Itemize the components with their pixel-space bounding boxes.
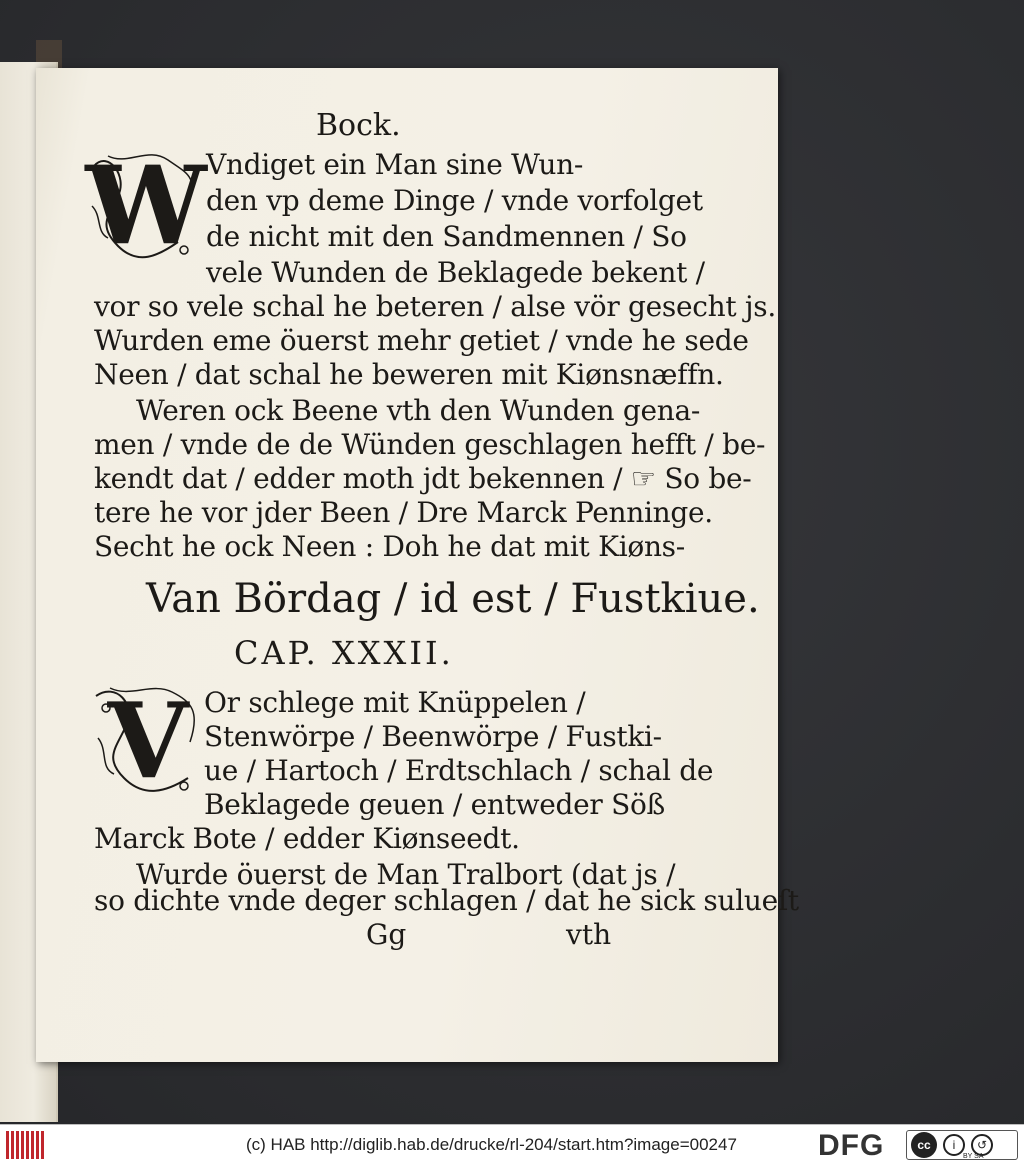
cc-icon: cc bbox=[911, 1132, 937, 1158]
text-line: ue / Hartoch / Erdtschlach / schal de bbox=[204, 754, 714, 787]
text-line: den vp deme Dinge / vnde vorfolget bbox=[206, 184, 703, 217]
text-line: Secht he ock Neen : Doh he dat mit Kiøns- bbox=[94, 530, 685, 563]
text-line: Or schlege mit Knüppelen / bbox=[204, 686, 586, 719]
text-line: Marck Bote / edder Kiønseedt. bbox=[94, 822, 520, 855]
license-label: BY SA bbox=[963, 1153, 984, 1160]
running-head: Bock. bbox=[316, 108, 401, 143]
signature-mark: Gg bbox=[366, 918, 407, 951]
text-line: Wurde öuerst de Man Tralbort (dat js / bbox=[136, 858, 676, 891]
viewer-footer bbox=[0, 1124, 1024, 1165]
text-line: vor so vele schal he beteren / alse vör gesecht js. bbox=[94, 290, 776, 323]
text-line: tere he vor jder Been / Dre Marck Penninge. bbox=[94, 496, 713, 529]
text-line: de nicht mit den Sandmennen / So bbox=[206, 220, 687, 253]
sa-icon: ↺ bbox=[971, 1134, 993, 1156]
chapter-number: CAP. XXXII. bbox=[234, 634, 454, 672]
hab-logo-icon bbox=[6, 1131, 46, 1159]
text-line: kendt dat / edder moth jdt bekennen / ☞ So be- bbox=[94, 462, 752, 495]
book-page bbox=[36, 68, 799, 1062]
dfg-logo: DFG bbox=[818, 1129, 885, 1162]
decorated-initial-v bbox=[92, 680, 204, 800]
cc-license-badge[interactable] bbox=[906, 1130, 1018, 1160]
text-line: Weren ock Beene vth den Wunden gena- bbox=[136, 394, 701, 427]
text-line: Wurden eme öuerst mehr getiet / vnde he sede bbox=[94, 324, 749, 357]
copyright-link[interactable]: (c) HAB http://diglib.hab.de/drucke/rl-204/start.htm?image=00247 bbox=[246, 1135, 737, 1154]
text-line: Neen / dat schal he beweren mit Kiønsnæffn. bbox=[94, 358, 724, 391]
text-line: vele Wunden de Beklagede bekent / bbox=[206, 256, 705, 289]
text-line: Beklagede geuen / entweder Söß bbox=[204, 788, 665, 821]
section-heading: Van Bördag / id est / Fustkiue. bbox=[146, 576, 760, 622]
catchword: vth bbox=[566, 918, 612, 951]
initial-letter: V bbox=[107, 678, 189, 802]
text-line: Vndiget ein Man sine Wun- bbox=[206, 148, 584, 181]
by-icon: i bbox=[943, 1134, 965, 1156]
text-line: Stenwörpe / Beenwörpe / Fustki- bbox=[204, 720, 662, 753]
text-line: so dichte vnde deger schlagen / dat he sick sulueſt bbox=[94, 884, 799, 917]
initial-letter: W bbox=[85, 143, 207, 269]
text-line: men / vnde de de Wünden geschlagen hefft / be- bbox=[94, 428, 766, 461]
decorated-initial-w bbox=[85, 143, 207, 269]
